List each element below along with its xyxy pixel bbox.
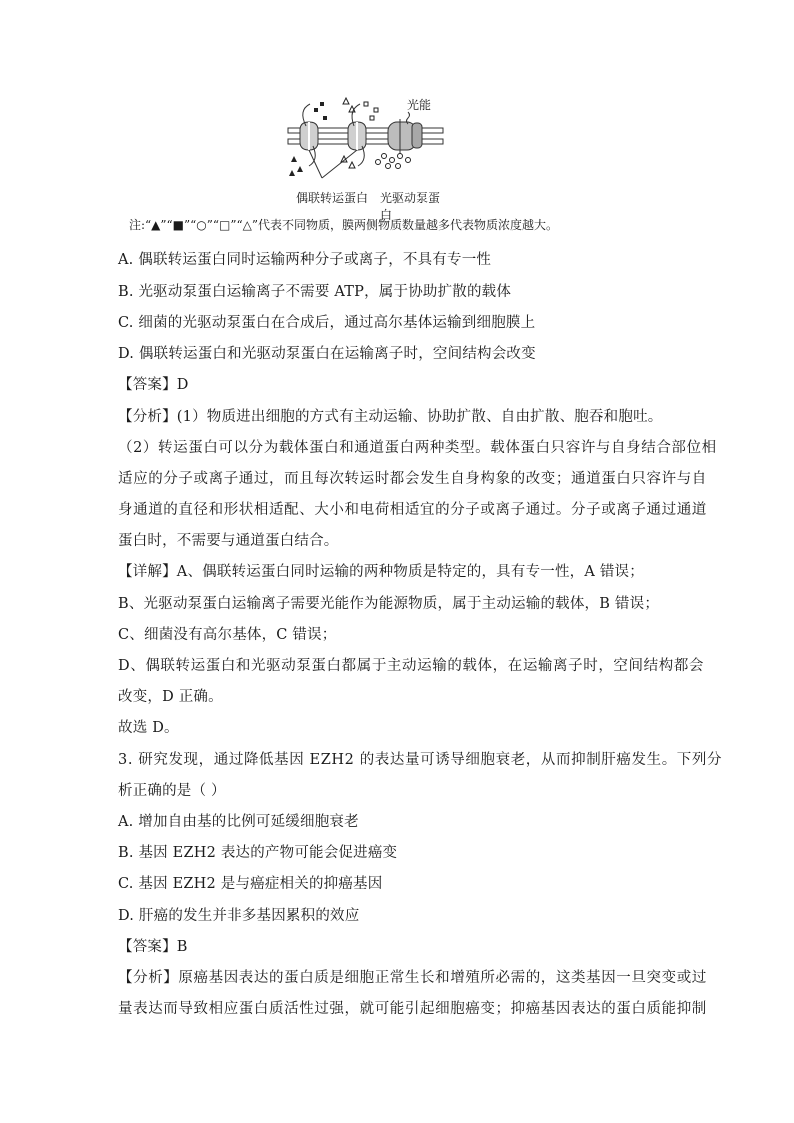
q2-option-c: C. 细菌的光驱动泵蛋白在合成后，通过高尔基体运输到细胞膜上 — [118, 315, 536, 331]
figure-note: 注:“▲”“■”“○”“□”“△”代表不同物质，膜两侧物质数量越多代表物质浓度越大。 — [129, 218, 558, 232]
light-energy-label: 光能 — [407, 98, 432, 112]
q3-stem-line: 析正确的是（ ） — [118, 783, 226, 799]
q2-analysis-line: 身通道的直径和形状相适配、大小和电荷相适宜的分子或离子通过。分子或离子通过通道 — [118, 502, 707, 518]
coupled-transporter-label: 偶联转运蛋白 — [296, 191, 369, 205]
q3-analysis-line: 量表达而导致相应蛋白质活性过强，就可能引起细胞癌变；抑癌基因表达的蛋白质能抑制 — [118, 1001, 707, 1017]
q2-detail-line: 改变，D 正确。 — [118, 689, 223, 705]
q2-analysis-line: （2）转运蛋白可以分为载体蛋白和通道蛋白两种类型。载体蛋白只容许与自身结合部位相 — [118, 440, 717, 456]
q3-answer: 【答案】B — [118, 939, 188, 955]
q2-detail-line: 【详解】A、偶联转运蛋白同时运输的两种物质是特定的，具有专一性，A 错误； — [118, 564, 644, 580]
q2-analysis-line: 【分析】(1）物质进出细胞的方式有主动运输、协助扩散、自由扩散、胞吞和胞吐。 — [118, 409, 663, 425]
q3-option-b: B. 基因 EZH2 表达的产物可能会促进癌变 — [118, 845, 398, 861]
q3-option-a: A. 增加自由基的比例可延缓细胞衰老 — [118, 814, 359, 830]
q2-option-a: A. 偶联转运蛋白同时运输两种分子或离子，不具有专一性 — [118, 252, 492, 268]
q2-detail-line: C、细菌没有高尔基体，C 错误； — [118, 627, 337, 643]
q3-option-c: C. 基因 EZH2 是与癌症相关的抑癌基因 — [118, 876, 383, 892]
q2-detail-line: 故选 D。 — [118, 720, 179, 736]
q2-analysis-line: 蛋白时，不需要与通道蛋白结合。 — [118, 533, 339, 549]
membrane-transport-figure — [280, 96, 450, 222]
q2-answer: 【答案】D — [118, 377, 189, 393]
q3-analysis-line: 【分析】原癌基因表达的蛋白质是细胞正常生长和增殖所必需的，这类基因一旦突变或过 — [118, 970, 707, 986]
q2-analysis-line: 适应的分子或离子通过，而且每次转运时都会发生自身构象的改变；通道蛋白只容许与自 — [118, 471, 707, 487]
q2-detail-line: B、光驱动泵蛋白运输离子需要光能作为能源物质，属于主动运输的载体，B 错误； — [118, 596, 660, 612]
q2-detail-line: D、偶联转运蛋白和光驱动泵蛋白都属于主动运输的载体，在运输离子时，空间结构都会 — [118, 658, 705, 674]
q2-option-d: D. 偶联转运蛋白和光驱动泵蛋白在运输离子时，空间结构会改变 — [118, 346, 536, 362]
q3-stem-line: 3. 研究发现，通过降低基因 EZH2 的表达量可诱导细胞衰老，从而抑制肝癌发生。下列分 — [118, 752, 723, 768]
q2-option-b: B. 光驱动泵蛋白运输离子不需要 ATP，属于协助扩散的载体 — [118, 284, 512, 300]
light-pump-label: 光驱动泵蛋白 — [380, 191, 441, 222]
q3-option-d: D. 肝癌的发生并非多基因累积的效应 — [118, 908, 360, 924]
